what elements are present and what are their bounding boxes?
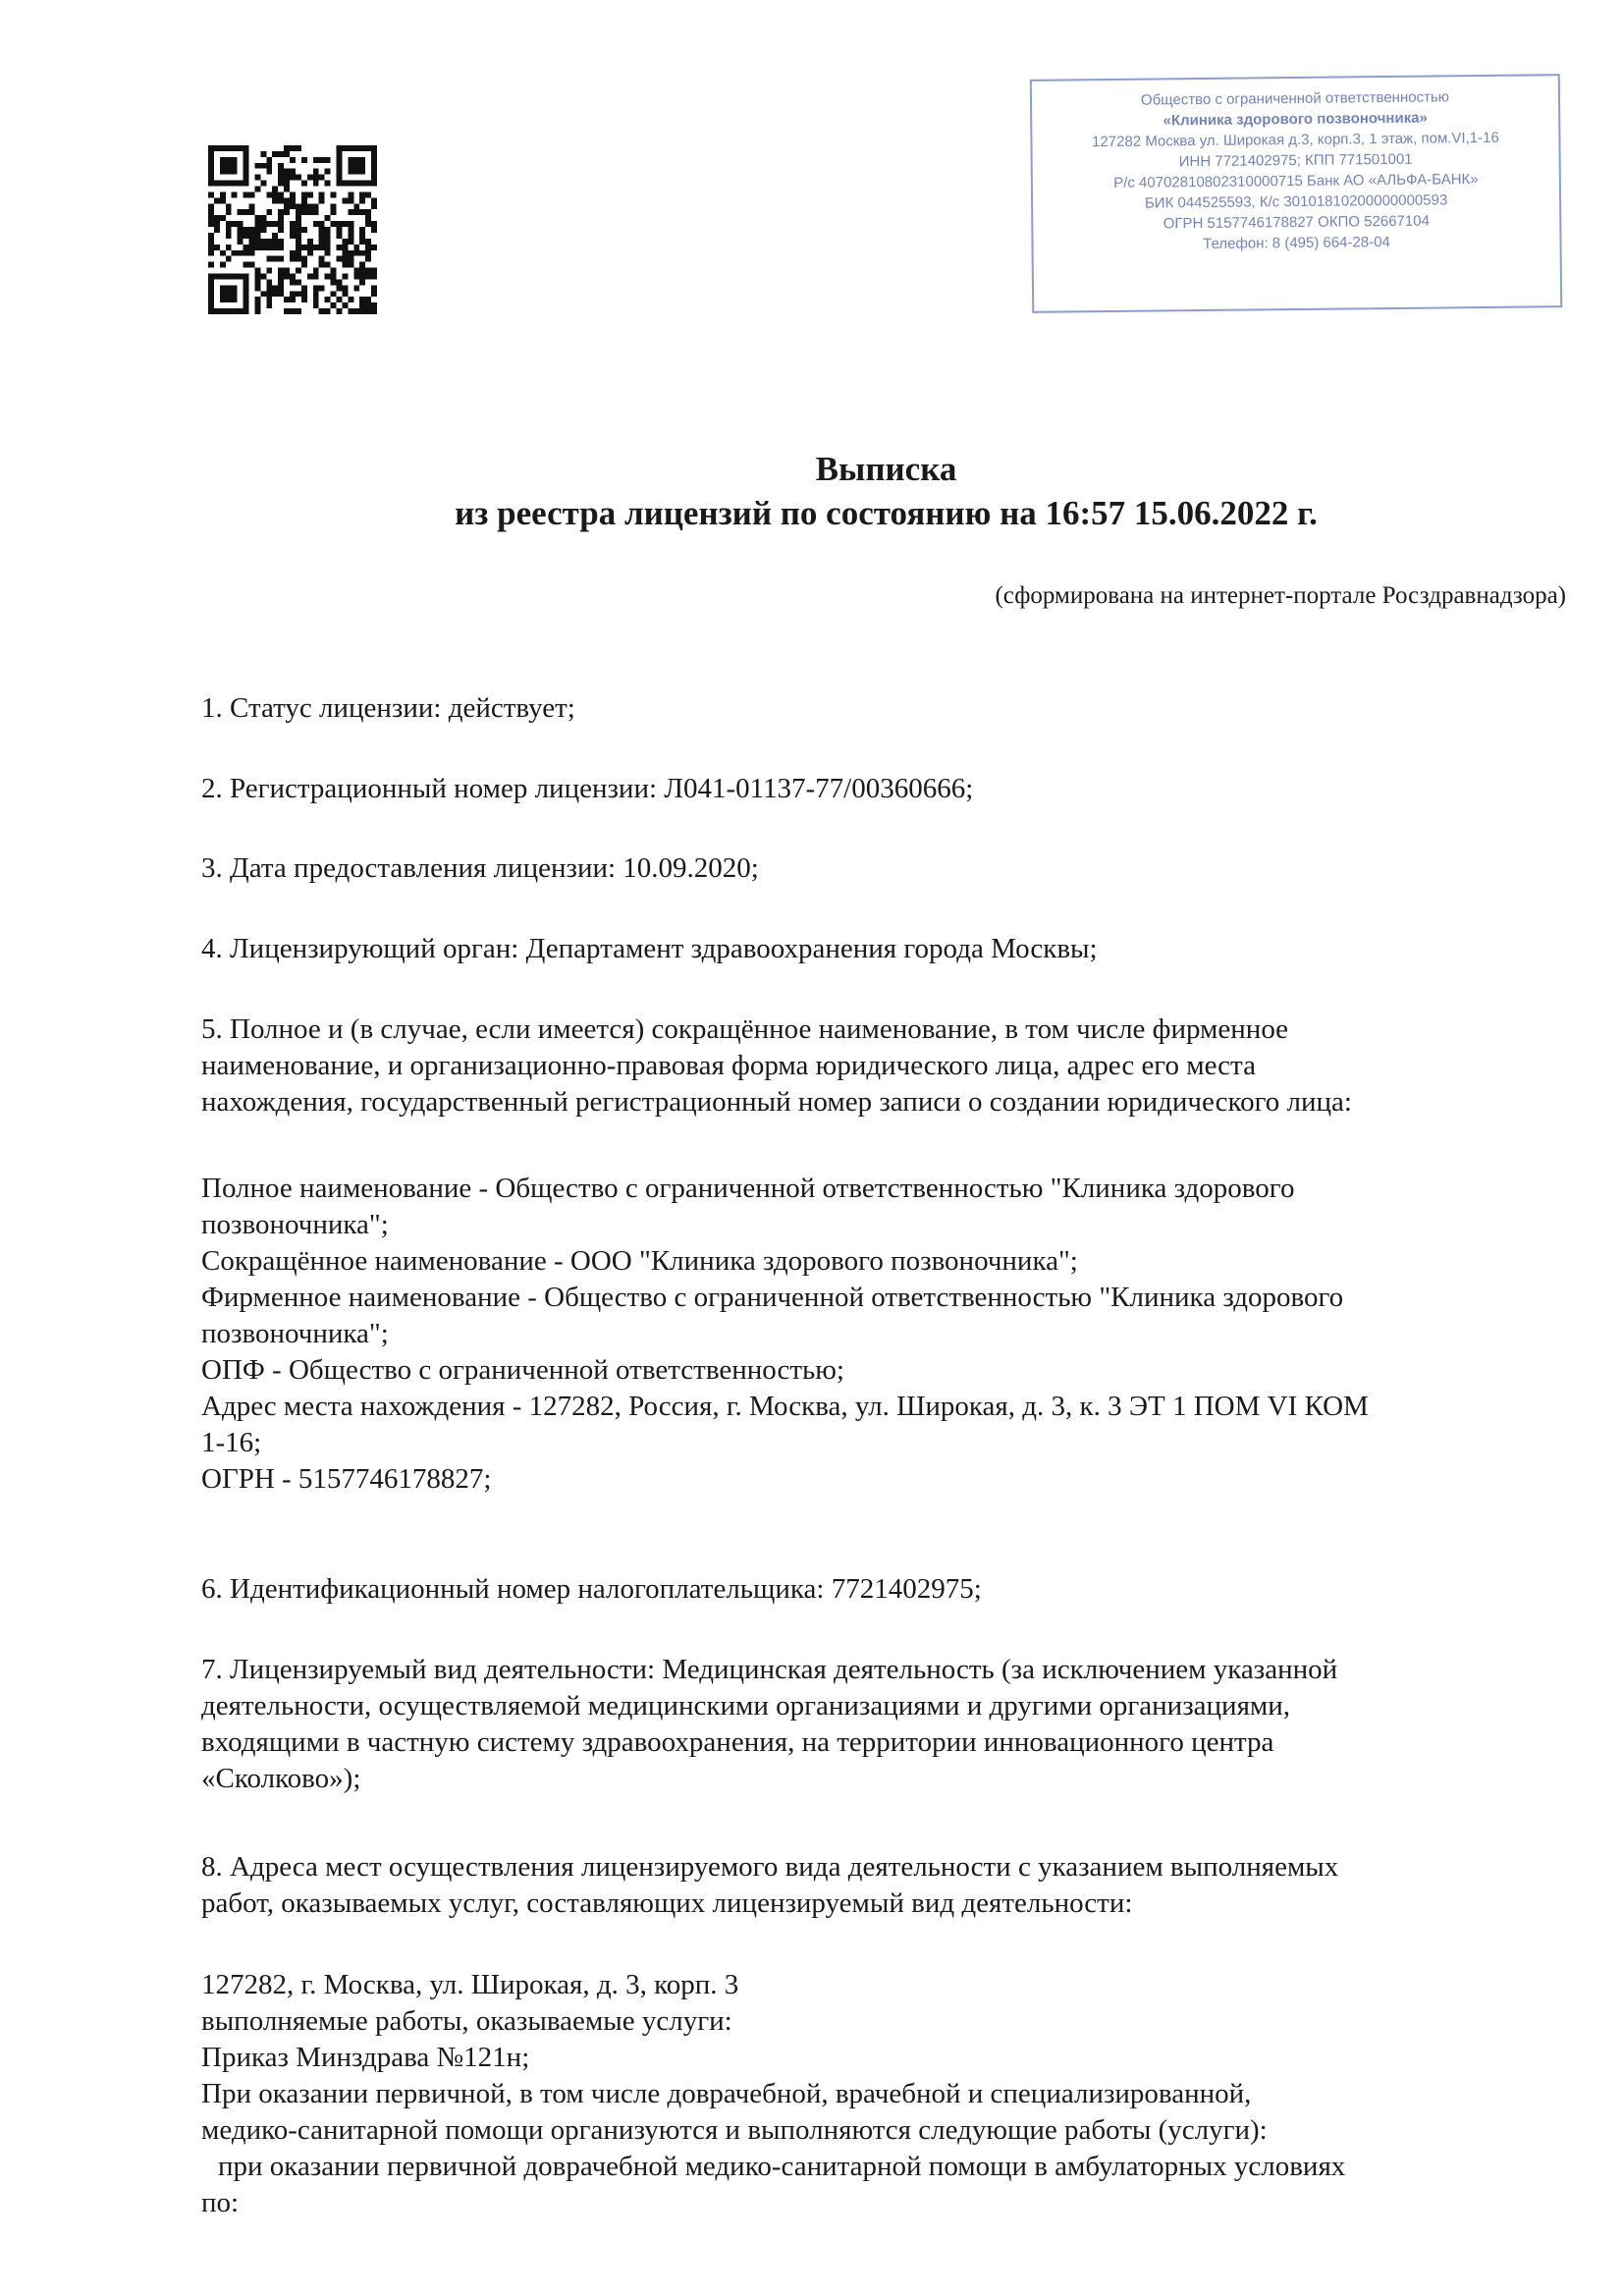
section-4-text: 4. Лицензирующий орган: Департамент здравоохранения города Москвы; [201, 933, 1098, 964]
document-title: Выписка [815, 450, 957, 488]
organization-details [201, 1171, 1576, 1498]
stamp-line: Р/с 40702810802310000715 Банк АО «АЛЬФА-БАНК» [1113, 171, 1479, 191]
section-6-text: 6. Идентификационный номер налогоплательщика: 7721402975; [201, 1573, 982, 1605]
section-7-line: входящими в частную систему здравоохранения, на территории инновационного центра [201, 1726, 1274, 1758]
section-3 [201, 850, 1576, 887]
section-8-line: работ, оказываемых услуг, составляющих лицензируемый вид деятельности: [201, 1887, 1133, 1919]
section-5 [201, 1011, 1576, 1121]
address-line: 127282, г. Москва, ул. Широкая, д. 3, корп. 3 [201, 1969, 739, 2000]
activity-address [201, 1967, 1576, 2221]
address-line: При оказании первичной, в том числе доврачебной, врачебной и специализированной, [201, 2078, 1252, 2109]
stamp-line: БИК 044525593, К/с 30101810200000000593 [1144, 191, 1448, 212]
company-stamp [1030, 74, 1562, 313]
section-7-line: деятельности, осуществляемой медицинскими организациями и другими организациями, [201, 1690, 1291, 1722]
section-7-line: 7. Лицензируемый вид деятельности: Медицинская деятельность (за исключением указанной [201, 1654, 1338, 1685]
org-line: Фирменное наименование - Общество с ограниченной ответственностью "Клиника здорового [201, 1282, 1344, 1313]
stamp-line: ОГРН 5157746178827 ОКПО 52667104 [1163, 212, 1430, 233]
section-7 [201, 1652, 1576, 1797]
org-line: ОГРН - 5157746178827; [201, 1463, 492, 1495]
stamp-line: ИНН 7721402975; КПП 771501001 [1178, 150, 1413, 171]
section-5-line: 5. Полное и (в случае, если имеется) сокращённое наименование, в том числе фирменное [201, 1013, 1289, 1045]
document-subtitle: из реестра лицензий по состоянию на 16:57 15.06.2022 г. [455, 494, 1318, 532]
section-1 [201, 690, 1576, 727]
stamp-line: Телефон: 8 (495) 664-28-04 [1203, 233, 1390, 252]
source-note: (сформирована на интернет-портале Росздравнадзора) [995, 582, 1566, 609]
section-1-text: 1. Статус лицензии: действует; [201, 692, 575, 724]
section-6 [201, 1571, 1576, 1608]
section-8 [201, 1849, 1576, 1922]
org-line: ОПФ - Общество с ограниченной ответственностью; [201, 1354, 844, 1386]
section-5-line: наименование, и организационно-правовая форма юридического лица, адрес его места [201, 1050, 1256, 1081]
address-line: выполняемые работы, оказываемые услуги: [201, 2005, 732, 2037]
section-4 [201, 931, 1576, 967]
org-line: Полное наименование - Общество с ограниченной ответственностью "Клиника здорового [201, 1173, 1295, 1204]
section-5-line: нахождения, государственный регистрационный номер записи о создании юридического лица: [201, 1086, 1352, 1118]
org-line: позвоночника"; [201, 1209, 389, 1240]
org-line: Адрес места нахождения - 127282, Россия, г. Москва, ул. Широкая, д. 3, к. 3 ЭТ 1 ПОМ VI КОМ [201, 1391, 1369, 1422]
section-3-text: 3. Дата предоставления лицензии: 10.09.2020; [201, 852, 759, 884]
stamp-line: Общество с ограниченной ответственностью [1140, 88, 1450, 109]
stamp-line: 127282 Москва ул. Широкая д.3, корп.3, 1 этаж, пом.VI,1-16 [1091, 129, 1499, 151]
section-7-line: «Сколково»); [201, 1763, 361, 1794]
address-sub-line: при оказании первичной доврачебной медико-санитарной помощи в амбулаторных условиях [218, 2151, 1346, 2182]
stamp-line: «Клиника здорового позвоночника» [1163, 109, 1428, 130]
section-2 [201, 771, 1576, 807]
address-line: медико-санитарной помощи организуются и выполняются следующие работы (услуги): [201, 2114, 1268, 2146]
org-line: Сокращённое наименование - ООО "Клиника здорового позвоночника"; [201, 1245, 1078, 1277]
org-line: позвоночника"; [201, 1318, 389, 1349]
address-line: Приказ Минздрава №121н; [201, 2042, 530, 2073]
address-sub-line: по: [201, 2187, 240, 2218]
section-2-text: 2. Регистрационный номер лицензии: Л041-01137-77/00360666; [201, 773, 974, 804]
org-line: 1-16; [201, 1427, 262, 1458]
qr-code [208, 145, 377, 314]
section-8-line: 8. Адреса мест осуществления лицензируемого вида деятельности с указанием выполняемых [201, 1851, 1339, 1883]
